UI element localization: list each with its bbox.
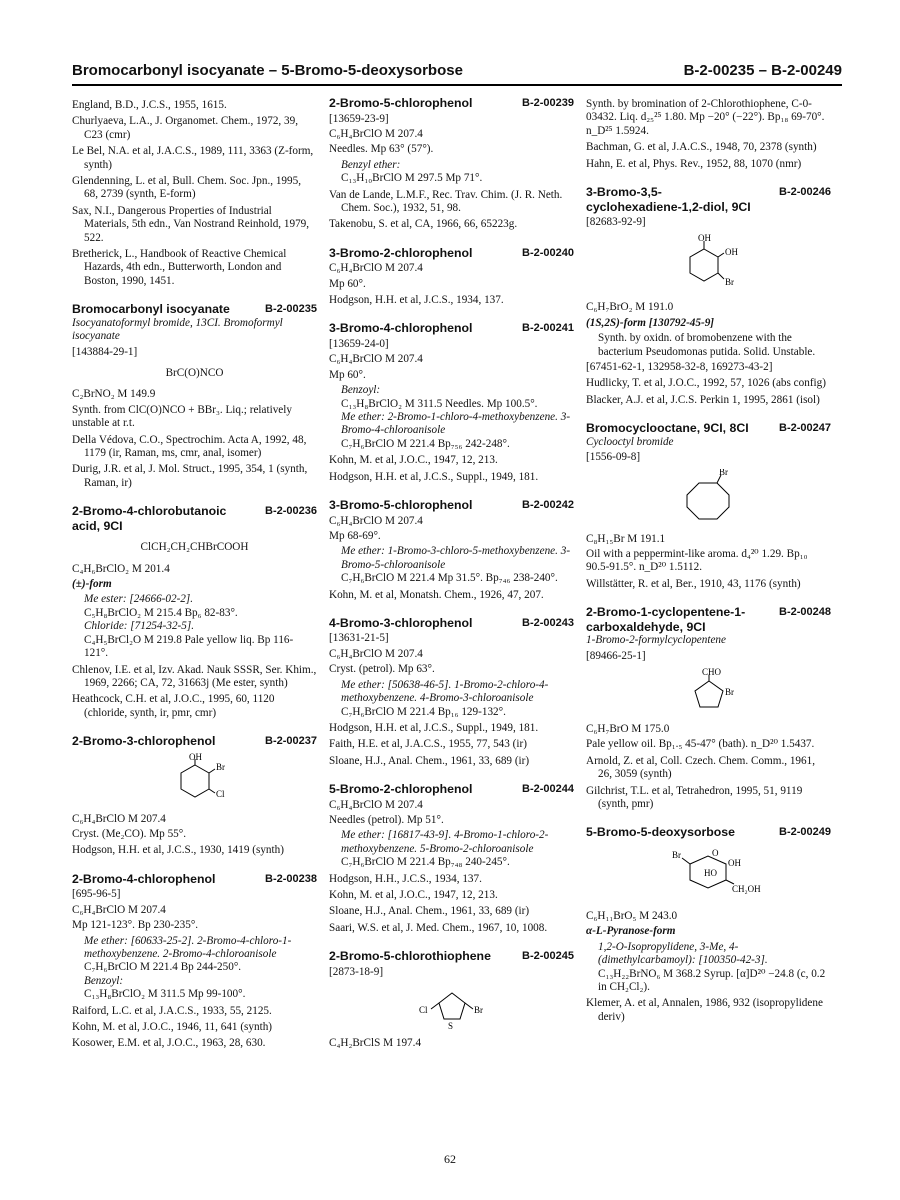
reference: Hodgson, H.H., J.C.S., 1934, 137. [329,872,482,885]
header-rule [72,84,842,86]
reference: Van de Lande, L.M.F., Rec. Trav. Chim. (J. R. Neth. Chem. Soc.), 1932, 51, 98. [329,188,563,214]
label-ch2oh: CH₂OH [731,883,761,894]
description: Mp 121-123°. Bp 230-235°. [72,919,199,932]
derivative: Benzyl ether: [341,158,401,171]
reference: Durig, J.R. et al, J. Mol. Struct., 1995, 354, 1 (synth, Raman, ir) [72,463,308,489]
entry-title: 3-Bromo-4-chlorophenol [329,321,473,336]
column-1 [72,96,317,1065]
derivative: 1,2-O-Isopropylidene, 3-Me, 4-(dimethylcarbamoyl): [100350-42-3]. [598,940,768,967]
synonyms: Cyclooctyl bromide [586,435,674,448]
label-br: Br [724,277,734,288]
derivative-data: C₇H₆BrClO M 221.4 Bp₇₄₈ 240-245°. [341,856,510,869]
molecular-formula: C₆H₄BrClO M 207.4 [329,798,423,811]
molecular-formula: C₂BrNO₂ M 149.9 [72,388,156,401]
cas-number: [2873-18-9] [329,965,384,978]
derivative-data: C₁₃H₈BrClO₂ M 311.5 Needles. Mp 100.5°. [341,397,538,410]
reference: Takenobu, S. et al, CA, 1966, 66, 65223g. [329,218,518,231]
form-label: α-L-Pyranose-form [586,925,676,938]
page-number: 62 [444,1152,456,1166]
entry-title: 3-Bromo-3,5-cyclohexadiene-1,2-diol, 9CI [586,185,751,214]
reference: Chlenov, I.E. et al, Izv. Akad. Nauk SSSR, Ser. Khim., 1969, 2266; CA, 72, 31663j (Me ester, synth) [72,663,317,689]
entry-code: B-2-00238 [265,872,317,885]
continued-refs [72,99,317,288]
reference: Glendenning, L. et al, Bull. Chem. Soc. Jpn., 1995, 68, 2739 (synth, E-form) [72,175,302,201]
column-3 [586,96,831,1038]
description: Needles. Mp 63° (57°). [329,143,434,156]
entry-code: B-2-00239 [522,97,574,109]
entry-code: B-2-00235 [265,303,317,316]
reference: Hudlicky, T. et al, J.O.C., 1992, 57, 1026 (abs config) [586,377,826,390]
entry-b-2-00245 [329,949,574,1050]
description: Cryst. (petrol). Mp 63°. [329,663,435,676]
entry-title: 5-Bromo-5-deoxysorbose [586,825,735,840]
description: Mp 60°. [329,277,366,290]
entry-title: Bromocarbonyl isocyanate [72,302,230,317]
molecular-formula: C₆H₄BrClO M 207.4 [329,647,423,660]
reference: Hodgson, H.H. et al, J.C.S., Suppl., 1949, 181. [329,470,539,483]
molecular-formula: C₆H₄BrClO M 207.4 [329,127,423,140]
entry-title: 4-Bromo-3-chlorophenol [329,615,473,630]
entry-b-2-00235 [72,302,317,490]
reference: Sax, N.I., Dangerous Properties of Industrial Materials, 5th edn., Van Nostrand Reinhold, 1979, 522. [72,204,310,244]
entry-b-2-00238 [72,872,317,1051]
cas-number: [1556-09-8] [586,451,641,464]
molecular-formula: C₆H₄BrClO M 207.4 [329,514,423,527]
entry-title: 2-Bromo-5-chlorothiophene [329,949,491,964]
synonyms: Isocyanatoformyl bromide, 13CI. Bromoformyl isocyanate [72,316,283,343]
continued-entry [586,98,831,171]
derivative-data: C₇H₆BrClO M 221.4 Bp₇₅₆ 242-248°. [341,437,510,450]
entry-b-2-00239 [329,96,574,232]
reference: Kosower, E.M. et al, J.O.C., 1963, 28, 630. [72,1037,266,1050]
entry-code: B-2-00244 [522,783,574,796]
label-oh: OH [727,857,741,868]
reference: Klemer, A. et al, Annalen, 1986, 932 (isopropylidene deriv) [586,997,823,1023]
reference: Sloane, H.J., Anal. Chem., 1961, 33, 689 (ir) [329,905,530,918]
reference: Sloane, H.J., Anal. Chem., 1961, 33, 689 (ir) [329,754,530,767]
cas-number: [89466-25-1] [586,649,646,662]
entry-code: B-2-00237 [265,735,317,748]
derivative: Me ether: [16817-43-9]. 4-Bromo-1-chloro-2-methoxybenzene. 5-Bromo-2-chloroanisole [341,829,549,855]
derivative: Benzoyl: [84,974,124,987]
entry-b-2-00236 [72,504,317,720]
entry-b-2-00246 [586,185,831,407]
label-s: S [447,1021,453,1032]
structure-diagram [407,983,497,1033]
cas-number: [13659-24-0] [329,337,389,350]
molecular-formula: C₄H₆BrClO₂ M 201.4 [72,562,170,575]
derivative: Me ether: [60633-25-2]. 2-Bromo-4-chloro-1-methoxybenzene. 2-Bromo-4-chloroanisole [84,934,292,960]
reference: Faith, H.E. et al, J.A.C.S., 1955, 77, 543 (ir) [329,738,527,751]
entry-b-2-00240 [329,246,574,308]
entry-title: 2-Bromo-3-chlorophenol [72,734,216,749]
entry-title: 2-Bromo-4-chlorobutanoic acid, 9CI [72,504,227,533]
reference: Saari, W.S. et al, J. Med. Chem., 1967, 10, 1008. [329,921,548,934]
label-oh: OH [724,247,738,258]
reference: Heathcock, C.H. et al, J.O.C., 1995, 60, 1120 (chloride, synth, ir, pmr, cmr) [72,693,275,719]
reference: Willstätter, R. et al, Ber., 1910, 43, 1176 (synth) [586,577,801,590]
reference: Hodgson, H.H. et al, J.C.S., 1930, 1419 (synth) [72,844,284,857]
entry-title: 3-Bromo-2-chlorophenol [329,245,473,260]
form-label: (1S,2S)-form [130792-45-9] [586,316,715,329]
derivative: Me ester: [24666-02-2]. [84,593,194,606]
structure-diagram [155,753,235,809]
entry-b-2-00244 [329,782,574,935]
entry-b-2-00241 [329,321,574,484]
running-header [72,62,842,84]
entry-code: B-2-00242 [522,499,574,512]
derivative-data: C₇H₆BrClO M 221.4 Mp 31.5°. Bp₇₄₆ 238-240°. [341,572,558,585]
entry-code: B-2-00246 [779,186,831,199]
entry-title: 5-Bromo-2-chlorophenol [329,782,473,797]
molecular-formula: C₆H₄BrClO M 207.4 [72,812,166,825]
derivative-data: C₇H₆BrClO M 221.4 Bp 244-250°. [84,961,242,974]
cas-numbers: [67451-62-1, 132958-32-8, 169273-43-2] [586,361,773,374]
label-br: Br [473,1005,483,1016]
entry-code: B-2-00249 [779,826,831,839]
cas-number: [695-96-5] [72,888,121,901]
entry-title: 2-Bromo-4-chlorophenol [72,871,216,886]
description: Cryst. (Me₂CO). Mp 55°. [72,828,187,841]
molecular-formula: C₆H₄BrClO M 207.4 [72,903,166,916]
column-2 [329,96,574,1065]
reference: Kohn, M. et al, Monatsh. Chem., 1926, 47, 207. [329,588,544,601]
molecular-formula: C₈H₁₅Br M 191.1 [586,532,666,545]
reference: Blacker, A.J. et al, J.C.S. Perkin 1, 1995, 2861 (isol) [586,393,820,406]
derivative-data: C₇H₆BrClO M 221.4 Bp₁₆ 129-132°. [341,705,506,718]
structure-diagram [669,667,749,719]
reference: Raiford, L.C. et al, J.A.C.S., 1933, 55, 2125. [72,1004,272,1017]
label-br: Br [718,468,728,477]
label-br: Br [724,687,734,698]
label-cl: Cl [215,788,225,799]
molecular-formula: C₆H₄BrClO M 207.4 [329,353,423,366]
derivative-data: C₁₃H₈BrClO₂ M 311.5 Mp 99-100°. [84,988,246,1001]
reference: Hahn, E. et al, Phys. Rev., 1952, 88, 1070 (nmr) [586,157,802,170]
reference: Bretherick, L., Handbook of Reactive Chemical Hazards, 4th edn., Butterworth, London and Boston, 1990, 1451. [72,248,287,287]
reference: Kohn, M. et al, J.O.C., 1947, 12, 213. [329,454,498,467]
structure-diagram [664,233,754,297]
reference: Gilchrist, T.L. et al, Tetrahedron, 1995, 51, 9119 (synth, pmr) [586,784,803,811]
description: Pale yellow oil. Bp₁.₅ 45-47° (bath). n_D²⁰ 1.5437. [586,738,815,751]
description: Synth. by oxidn. of bromobenzene with the bacterium Pseudomonas putida. Solid. Unstable. [598,332,816,358]
reference: Kohn, M. et al, J.O.C., 1947, 12, 213. [329,889,498,902]
reference: Bachman, G. et al, J.A.C.S., 1948, 70, 2378 (synth) [586,141,817,154]
entry-b-2-00242 [329,498,574,602]
label-oh: OH [697,233,711,244]
reference: Della Védova, C.O., Spectrochim. Acta A, 1992, 48, 1179 (ir, Raman, ms, cmr, anal, isomer) [72,433,307,460]
label-br: Br [671,849,681,860]
derivative-data: C₄H₅BrCl₂O M 219.8 Pale yellow liq. Bp 116-121°. [84,633,294,660]
molecular-formula: C₆H₁₁BrO₅ M 243.0 [586,909,678,922]
header-title: Bromocarbonyl isocyanate – 5-Bromo-5-deoxysorbose [72,62,463,79]
entry-b-2-00247 [586,421,831,591]
derivative-data: C₁₃H₂₂BrNO₆ M 368.2 Syrup. [α]D²⁰ −24.8 (c, 0.2 in CH₂Cl₂). [598,967,826,993]
molecular-formula: C₆H₄BrClO M 207.4 [329,262,423,275]
entry-code: B-2-00236 [265,505,317,518]
molecular-formula: C₆H₇BrO₂ M 191.0 [586,301,674,314]
molecular-formula: C₆H₇BrO M 175.0 [586,723,670,736]
entry-title: 2-Bromo-5-chlorophenol [329,96,473,110]
entry-b-2-00243 [329,616,574,768]
label-oh: OH [188,752,202,762]
description: Needles (petrol). Mp 51°. [329,814,444,827]
form-label: (±)-form [72,578,112,591]
label-br: Br [215,761,225,772]
derivative: Chloride: [71254-32-5]. [84,620,195,633]
entry-code: B-2-00245 [522,950,574,963]
header-range: B-2-00235 – B-2-00249 [683,62,842,79]
derivative: Me ether: 1-Bromo-3-chloro-5-methoxybenzene. 3-Bromo-5-chloroanisole [341,545,571,571]
entry-b-2-00237 [72,734,317,858]
description: Mp 68-69°. [329,529,381,542]
label-cl: Cl [418,1005,428,1016]
reference: Arnold, Z. et al, Coll. Czech. Chem. Comm., 1961, 26, 3059 (synth) [586,754,816,781]
molecular-formula: C₄H₂BrClS M 197.4 [329,1037,422,1050]
derivative: Me ether: [50638-46-5]. 1-Bromo-2-chloro-4-methoxybenzene. 4-Bromo-3-chloroanisole [341,678,549,705]
reference: Hodgson, H.H. et al, J.C.S., 1934, 137. [329,294,504,307]
label-ho: HO [703,867,717,878]
cas-number: [82683-92-9] [586,216,646,229]
structure-text: ClCH₂CH₂CHBrCOOH [140,541,249,554]
reference: England, B.D., J.C.S., 1955, 1615. [72,99,227,111]
entry-code: B-2-00240 [522,246,574,259]
entry-code: B-2-00248 [779,606,831,619]
reference: Kohn, M. et al, J.O.C., 1946, 11, 641 (synth) [72,1021,273,1033]
description: Synth. from ClC(O)NCO + BBr₃. Liq.; relatively unstable at r.t. [72,403,292,430]
structure-diagram [659,469,759,529]
label-o: O [711,847,718,858]
reference: Le Bel, N.A. et al, J.A.C.S., 1989, 111, 3363 (Z-form, synth) [72,145,314,171]
entry-code: B-2-00243 [522,616,574,629]
cas-number: [13659-23-9] [329,112,389,125]
derivative: Me ether: 2-Bromo-1-chloro-4-methoxybenzene. 3-Bromo-4-chloroanisole [341,411,571,437]
reference: Churlyaeva, L.A., J. Organomet. Chem., 1972, 39, C23 (cmr) [72,115,298,141]
derivative-data: C₁₃H₁₀BrClO M 297.5 Mp 71°. [341,172,483,185]
description: Mp 60°. [329,368,366,381]
label-cho: CHO [701,667,721,678]
entry-title: 3-Bromo-5-chlorophenol [329,498,473,513]
description: Oil with a peppermint-like aroma. d₄²⁰ 1.29. Bp₁₀ 90.5-91.5°. n_D²⁰ 1.5112. [586,548,808,574]
synonyms: 1-Bromo-2-formylcyclopentene [586,634,726,647]
cas-number: [143884-29-1] [72,345,138,358]
entry-code: B-2-00241 [522,322,574,335]
reference: Hodgson, H.H. et al, J.C.S., Suppl., 1949, 181. [329,721,539,734]
entry-code: B-2-00247 [779,422,831,435]
entry-title: 2-Bromo-1-cyclopentene-1-carboxaldehyde, 9CI [586,605,746,634]
cas-number: [13631-21-5] [329,632,389,645]
description: Synth. by bromination of 2-Chlorothiophene, C-0-03432. Liq. d₂₅²⁵ 1.80. Mp −20° (−22°). Bp₁₈ 69-70°. n_D²⁵ 1.5924. [586,98,825,137]
entry-b-2-00249 [586,825,831,1024]
entry-title: Bromocyclooctane, 9CI, 8CI [586,421,749,436]
structure-text: BrC(O)NCO [165,367,224,379]
structure-diagram [654,844,764,906]
derivative-data: C₅H₈BrClO₂ M 215.4 Bp₆ 82-83°. [84,606,238,619]
entry-b-2-00248 [586,605,831,811]
derivative: Benzoyl: [341,384,381,397]
